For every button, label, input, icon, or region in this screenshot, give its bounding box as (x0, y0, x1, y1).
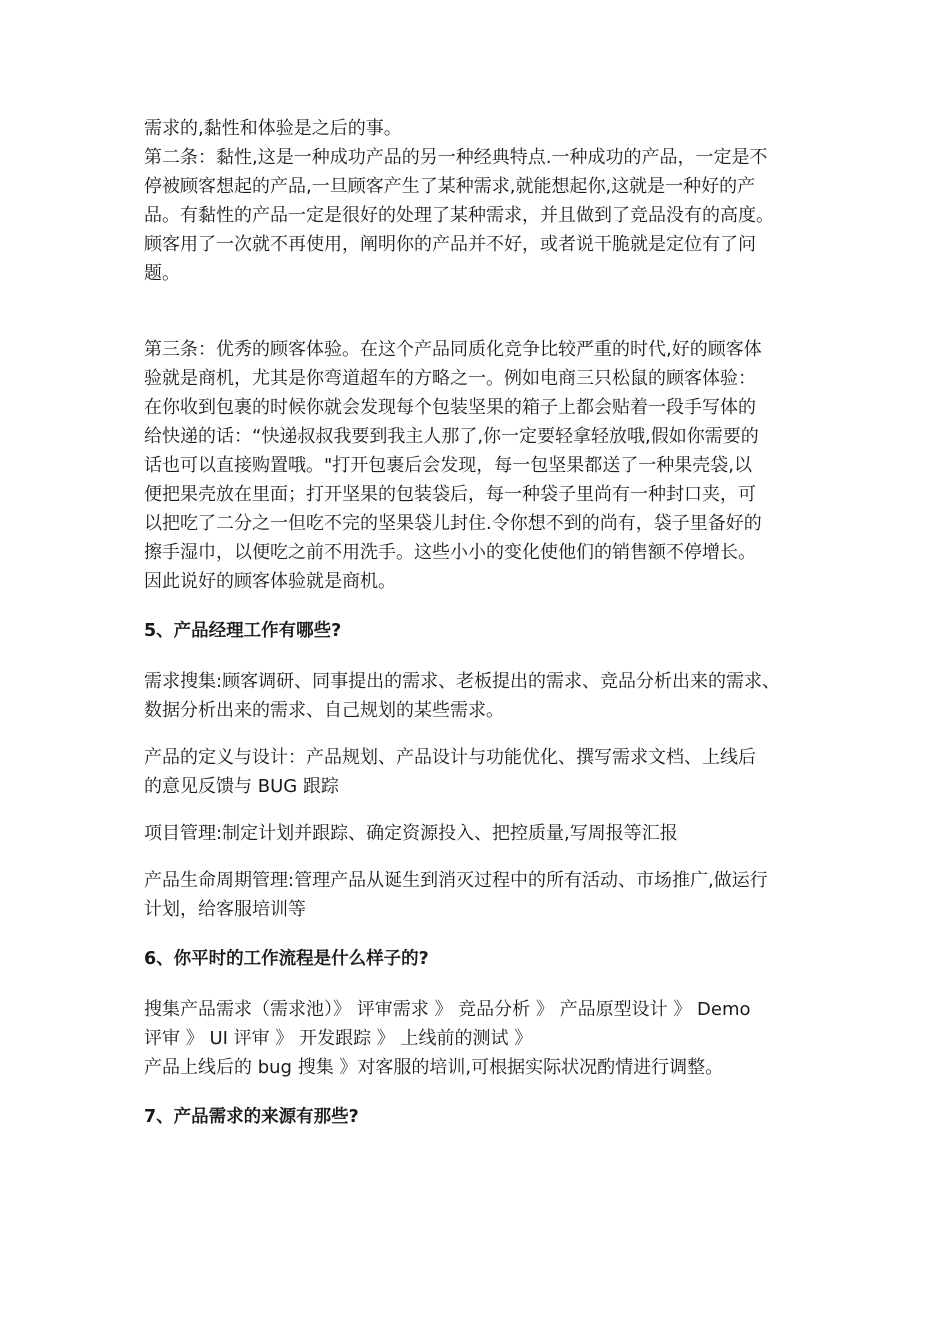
paragraph (144, 819, 814, 848)
text-line: 擦手湿巾，以便吃之前不用洗手。这些小小的变化使他们的销售额不停增长。 (144, 542, 756, 563)
section-heading: 5、产品经理工作有哪些? (144, 621, 342, 641)
text-line: 便把果壳放在里面；打开坚果的包装袋后，每一种袋子里尚有一种封口夹，可 (144, 484, 756, 505)
text-line: 产品上线后的 bug 搜集 》对客服的培训,可根据实际状况酌情进行调整。 (144, 1057, 724, 1078)
text-line: 顾客用了一次就不再使用，阐明你的产品并不好，或者说干脆就是定位有了问 (144, 234, 756, 255)
spacer (144, 801, 814, 819)
paragraph (144, 667, 814, 725)
document-page (144, 114, 814, 1132)
section-6 (144, 945, 814, 1082)
section-7 (144, 1103, 814, 1132)
stickiness-paragraph (144, 143, 814, 288)
paragraph (144, 866, 814, 924)
experience-paragraph (144, 335, 814, 596)
text-line: 项目管理:制定计划并跟踪、确定资源投入、把控质量,写周报等汇报 (144, 823, 678, 844)
text-line: 品。有黏性的产品一定是很好的处理了某种需求，并且做到了竞品没有的高度。 (144, 205, 774, 226)
text-line: 计划，给客服培训等 (144, 899, 306, 920)
spacer (144, 1082, 814, 1103)
text-line: 在你收到包裹的时候你就会发现每个包装坚果的箱子上都会贴着一段手写体的 (144, 397, 756, 418)
text-line: 数据分析出来的需求、自己规划的某些需求。 (144, 700, 504, 721)
text-line: 需求的,黏性和体验是之后的事。 (144, 118, 402, 139)
intro-paragraph (144, 114, 814, 143)
spacer (144, 974, 814, 995)
text-line: 以把吃了二分之一但吃不完的坚果袋儿封住.令你想不到的尚有，袋子里备好的 (144, 513, 762, 534)
text-line: 的意见反馈与 BUG 跟踪 (144, 776, 339, 797)
text-line: 停被顾客想起的产品,一旦顾客产生了某种需求,就能想起你,这就是一种好的产 (144, 176, 756, 197)
section-heading: 7、产品需求的来源有那些? (144, 1107, 359, 1127)
text-line: 需求搜集:顾客调研、同事提出的需求、老板提出的需求、竞品分析出来的需求、 (144, 671, 781, 692)
text-line: 第二条：黏性,这是一种成功产品的另一种经典特点.一种成功的产品，一定是不 (144, 147, 768, 168)
spacer (144, 725, 814, 743)
section-heading: 6、你平时的工作流程是什么样子的? (144, 949, 429, 969)
text-line: 题。 (144, 263, 180, 284)
text-line: 给快递的话：“快递叔叔我要到我主人那了,你一定要轻拿轻放哦,假如你需要的 (144, 426, 759, 447)
text-line: 评审 》 UI 评审 》 开发跟踪 》 上线前的测试 》 (144, 1028, 533, 1049)
spacer (144, 596, 814, 617)
spacer (144, 646, 814, 667)
text-line: 因此说好的顾客体验就是商机。 (144, 571, 396, 592)
text-line: 搜集产品需求（需求池）》 评审需求 》 竞品分析 》 产品原型设计 》 Demo (144, 999, 751, 1020)
text-line: 第三条：优秀的顾客体验。在这个产品同质化竞争比较严重的时代,好的顾客体 (144, 339, 762, 360)
section-5 (144, 617, 814, 924)
spacer (144, 848, 814, 866)
text-line: 产品生命周期管理:管理产品从诞生到消灭过程中的所有活动、市场推广,做运行 (144, 870, 768, 891)
spacer (144, 288, 814, 335)
text-line: 产品的定义与设计：产品规划、产品设计与功能优化、撰写需求文档、上线后 (144, 747, 756, 768)
spacer (144, 924, 814, 945)
text-line: 验就是商机，尤其是你弯道超车的方略之一。例如电商三只松鼠的顾客体验： (144, 368, 756, 389)
text-line: 话也可以直接购置哦。"打开包裹后会发现，每一包坚果都送了一种果壳袋,以 (144, 455, 752, 476)
paragraph (144, 995, 814, 1082)
paragraph (144, 743, 814, 801)
